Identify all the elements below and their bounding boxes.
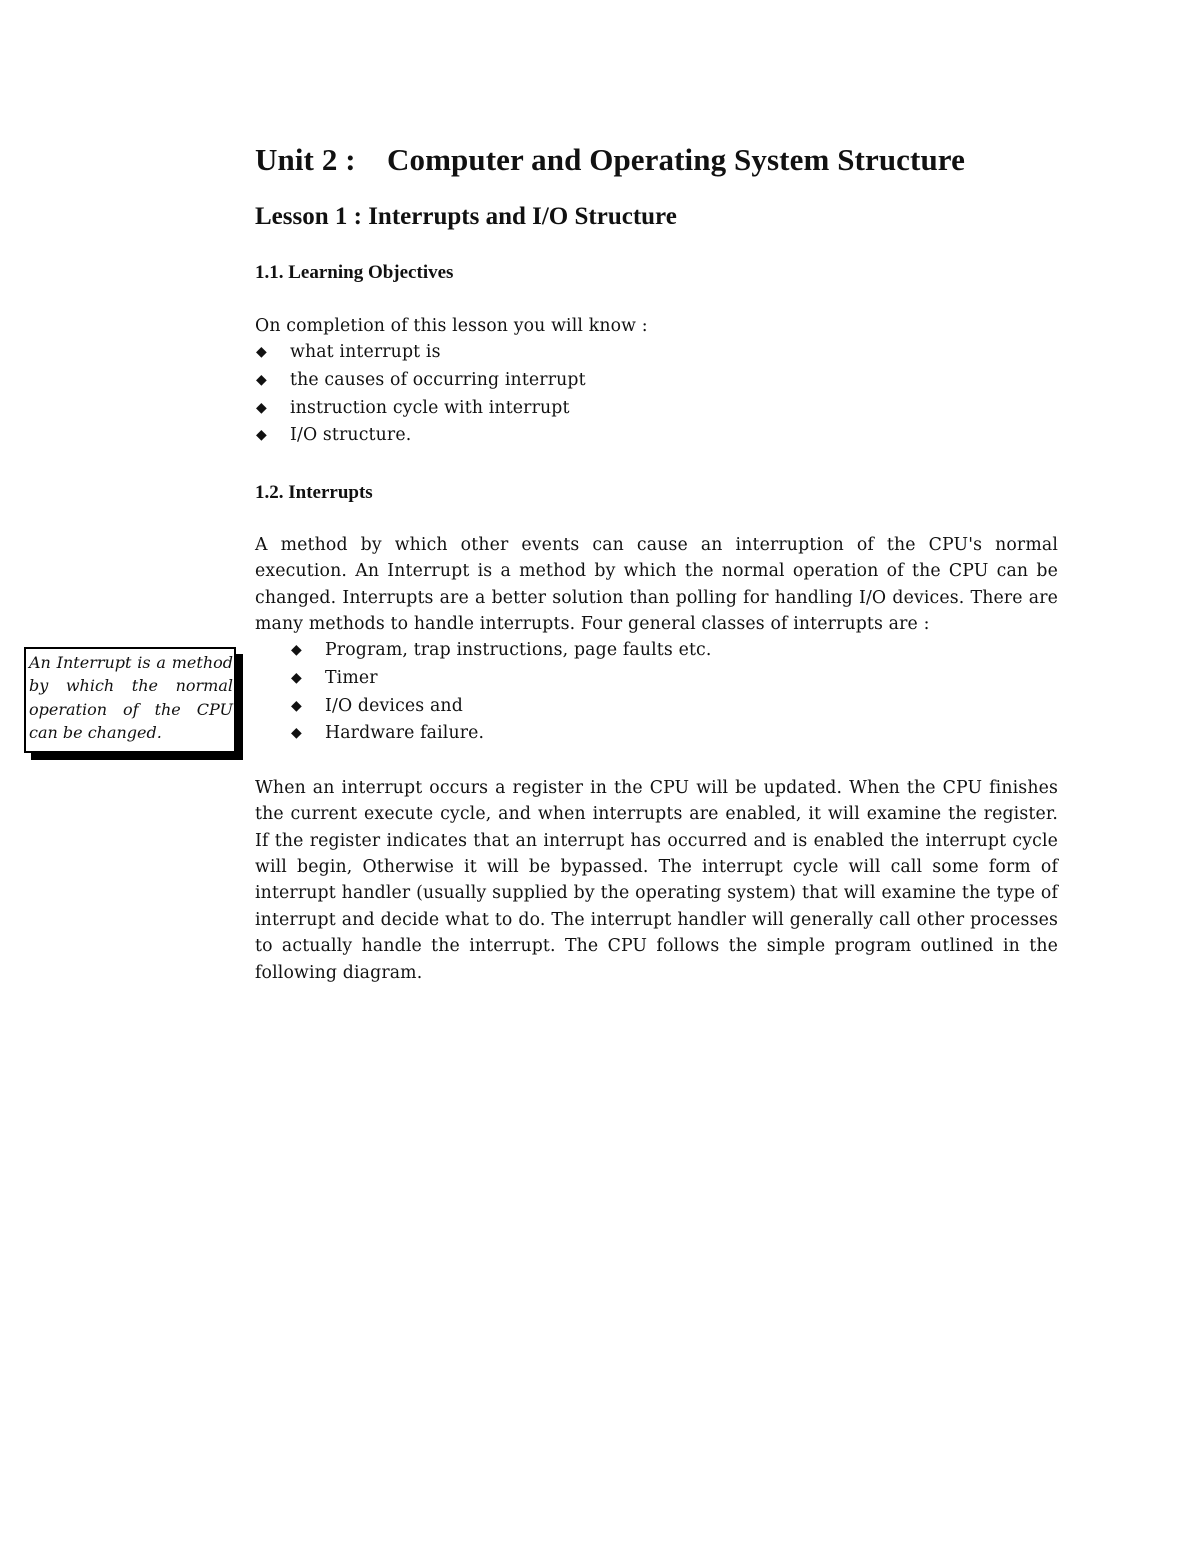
list-item: ◆ Program, trap instructions, page faults etc. [255, 637, 1058, 665]
unit-name: Computer and Operating System Structure [387, 142, 965, 177]
diamond-bullet-icon: ◆ [256, 427, 267, 444]
interrupts-paragraph-2: When an interrupt occurs a register in the CPU will be updated. When the CPU finishes the current execute cycle, and when interrupts are enabled, it will examine the register. If the register indicates that an interrupt has occurred and is enabled the interrupt cycle will begin, Otherwise it will be bypassed. The interrupt cycle will call some form of interrupt handler (usually supplied by the operating system) that will examine the type of interrupt and decide what to do. The interrupt handler will generally call other processes to actually handle the interrupt. The CPU follows the simple program outlined in the following diagram. [255, 777, 1058, 983]
interrupts-paragraph-1: A method by which other events can cause an interruption of the CPU's normal execution. An Interrupt is a method by which the normal operation of the CPU can be changed. Interrupts are a better solution than polling for handling I/O devices. There are many methods to handle interrupts. Four general classes of interrupts are : [255, 534, 1058, 634]
diamond-bullet-icon: ◆ [291, 725, 302, 742]
diamond-bullet-icon: ◆ [256, 344, 267, 361]
list-item: ◆ what interrupt is [255, 339, 1058, 367]
section-heading-learning-objectives: 1.1. Learning Objectives [255, 262, 454, 283]
diamond-bullet-icon: ◆ [256, 372, 267, 388]
lesson-title: Lesson 1 : Interrupts and I/O Structure [255, 203, 677, 230]
list-item: ◆ the causes of occurring interrupt [255, 367, 1058, 395]
list-item: ◆ Hardware failure. [255, 720, 1058, 748]
main-content [255, 138, 1058, 986]
objectives-intro: On completion of this lesson you will know : [255, 316, 648, 336]
diamond-bullet-icon: ◆ [291, 697, 302, 714]
margin-note-text: An Interrupt is a method by which the normal operation of the CPU can be changed. [29, 653, 233, 743]
list-item: ◆ I/O structure. [255, 422, 1058, 450]
unit-number: Unit 2 : [255, 142, 356, 177]
interrupt-classes-list [255, 637, 1058, 747]
diamond-bullet-icon: ◆ [291, 642, 302, 659]
list-item: ◆ I/O devices and [255, 693, 1058, 721]
margin-note-box [24, 647, 236, 753]
objectives-list [255, 339, 1058, 449]
list-item: ◆ instruction cycle with interrupt [255, 395, 1058, 423]
list-item: ◆ Timer [255, 665, 1058, 693]
diamond-bullet-icon: ◆ [256, 399, 267, 416]
section-heading-interrupts: 1.2. Interrupts [255, 481, 373, 503]
diamond-bullet-icon: ◆ [291, 670, 302, 686]
unit-title [255, 138, 1058, 182]
